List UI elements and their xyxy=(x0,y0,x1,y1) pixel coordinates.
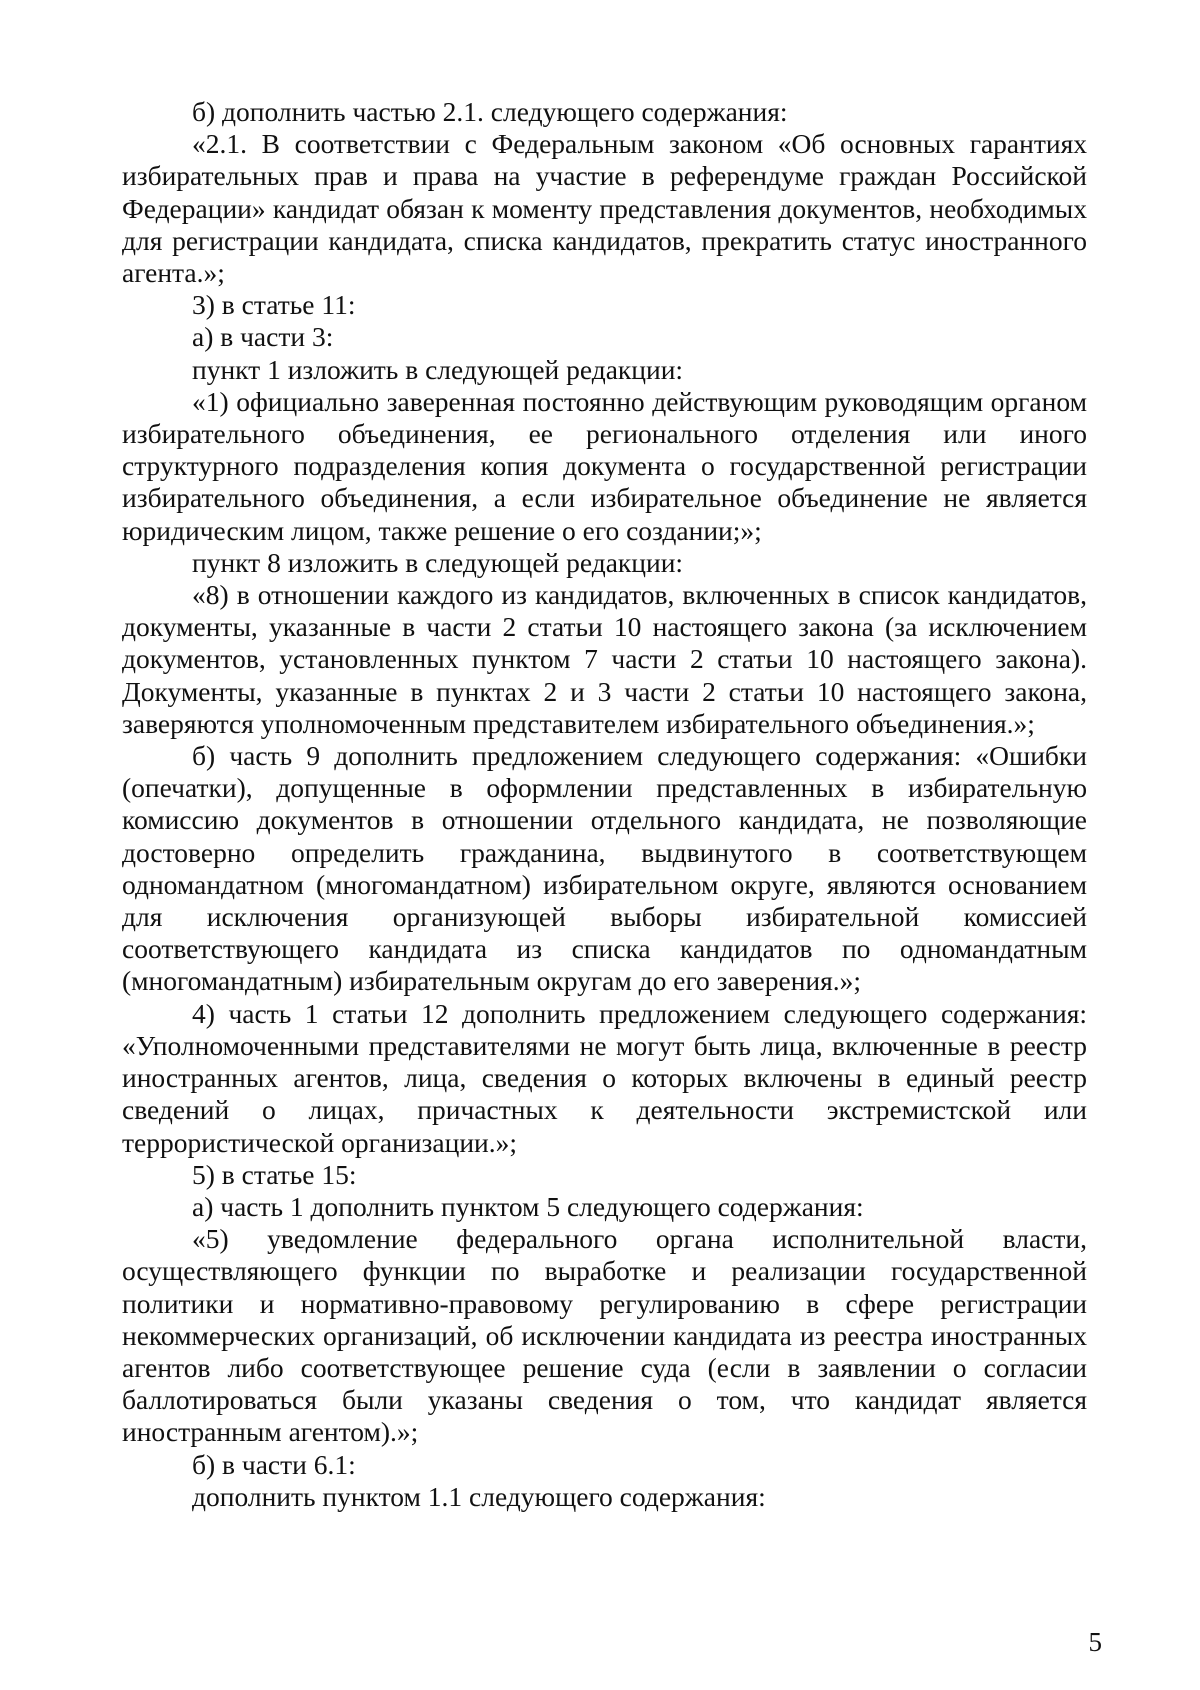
paragraph-11: 5) в статье 15: xyxy=(192,1158,357,1190)
paragraph-1: б) дополнить частью 2.1. следующего содержания: xyxy=(192,96,788,127)
paragraph-4: а) в части 3: xyxy=(192,321,334,353)
paragraph-8: «8) в отношении каждого из кандидатов, включенных в список кандидатов, документы, указанные в части 2 статьи 10 настоящего закона (за исключением документов, установленных пунктом 7 части 2 статьи 10 настоящего закона). Документы, указанные в пунктах 2 и 3 части 2 статьи 10 настоящего закона, заверяются уполномоченным представителем избирательного объединения.»; xyxy=(122,579,1087,739)
document-body xyxy=(122,96,1087,1513)
paragraph-5: пункт 1 изложить в следующей редакции: xyxy=(192,353,684,385)
paragraph-10: 4) часть 1 статьи 12 дополнить предложением следующего содержания: «Уполномоченными представителями не могут быть лица, включенные в реестр иностранных агентов, лица, сведения о которых включены в единый реестр сведений о лицах, причастных к деятельности экстремистской или террористической организации.»; xyxy=(122,997,1087,1158)
paragraph-3: 3) в статье 11: xyxy=(192,289,356,321)
paragraph-2: «2.1. В соответствии с Федеральным законом «Об основных гарантиях избирательных прав и права на участие в референдуме граждан Российской Федерации» кандидат обязан к моменту представления документов, необходимых для регистрации кандидата, списка кандидатов, прекратить статус иностранного агента.»; xyxy=(122,128,1087,289)
page-number: 5 xyxy=(1088,1627,1102,1657)
paragraph-9: б) часть 9 дополнить предложением следующего содержания: «Ошибки (опечатки), допущенные в оформлении представленных в избирательную комиссию документов в отношении отдельного кандидата, не позволяющие достоверно определить гражданина, выдвинутого в соответствующем одномандатном (многомандатном) избирательном округе, являются основанием для исключения организующей выборы избирательной комиссией соответствующего кандидата из списка кандидатов по одномандатным (многомандатным) избирательным округам до его заверения.»; xyxy=(122,740,1087,997)
paragraph-15: дополнить пунктом 1.1 следующего содержания: xyxy=(192,1480,766,1512)
paragraph-14: б) в части 6.1: xyxy=(192,1448,356,1480)
paragraph-12: а) часть 1 дополнить пунктом 5 следующего содержания: xyxy=(192,1190,864,1222)
paragraph-6: «1) официально заверенная постоянно действующим руководящим органом избирательного объединения, ее регионального отделения или иного структурного подразделения копия документа о государственной регистрации избирательного объединения, а если избирательное объединение не является юридическим лицом, также решение о его создании;»; xyxy=(122,385,1087,546)
paragraph-7: пункт 8 изложить в следующей редакции: xyxy=(192,546,684,578)
paragraph-13: «5) уведомление федерального органа исполнительной власти, осуществляющего функции по выработке и реализации государственной политики и нормативно-правовому регулированию в сфере регистрации некоммерческих организаций, об исключении кандидата из реестра иностранных агентов либо соответствующее решение суда (если в заявлении о согласии баллотироваться были указаны сведения о том, что кандидат является иностранным агентом).»; xyxy=(122,1223,1087,1448)
